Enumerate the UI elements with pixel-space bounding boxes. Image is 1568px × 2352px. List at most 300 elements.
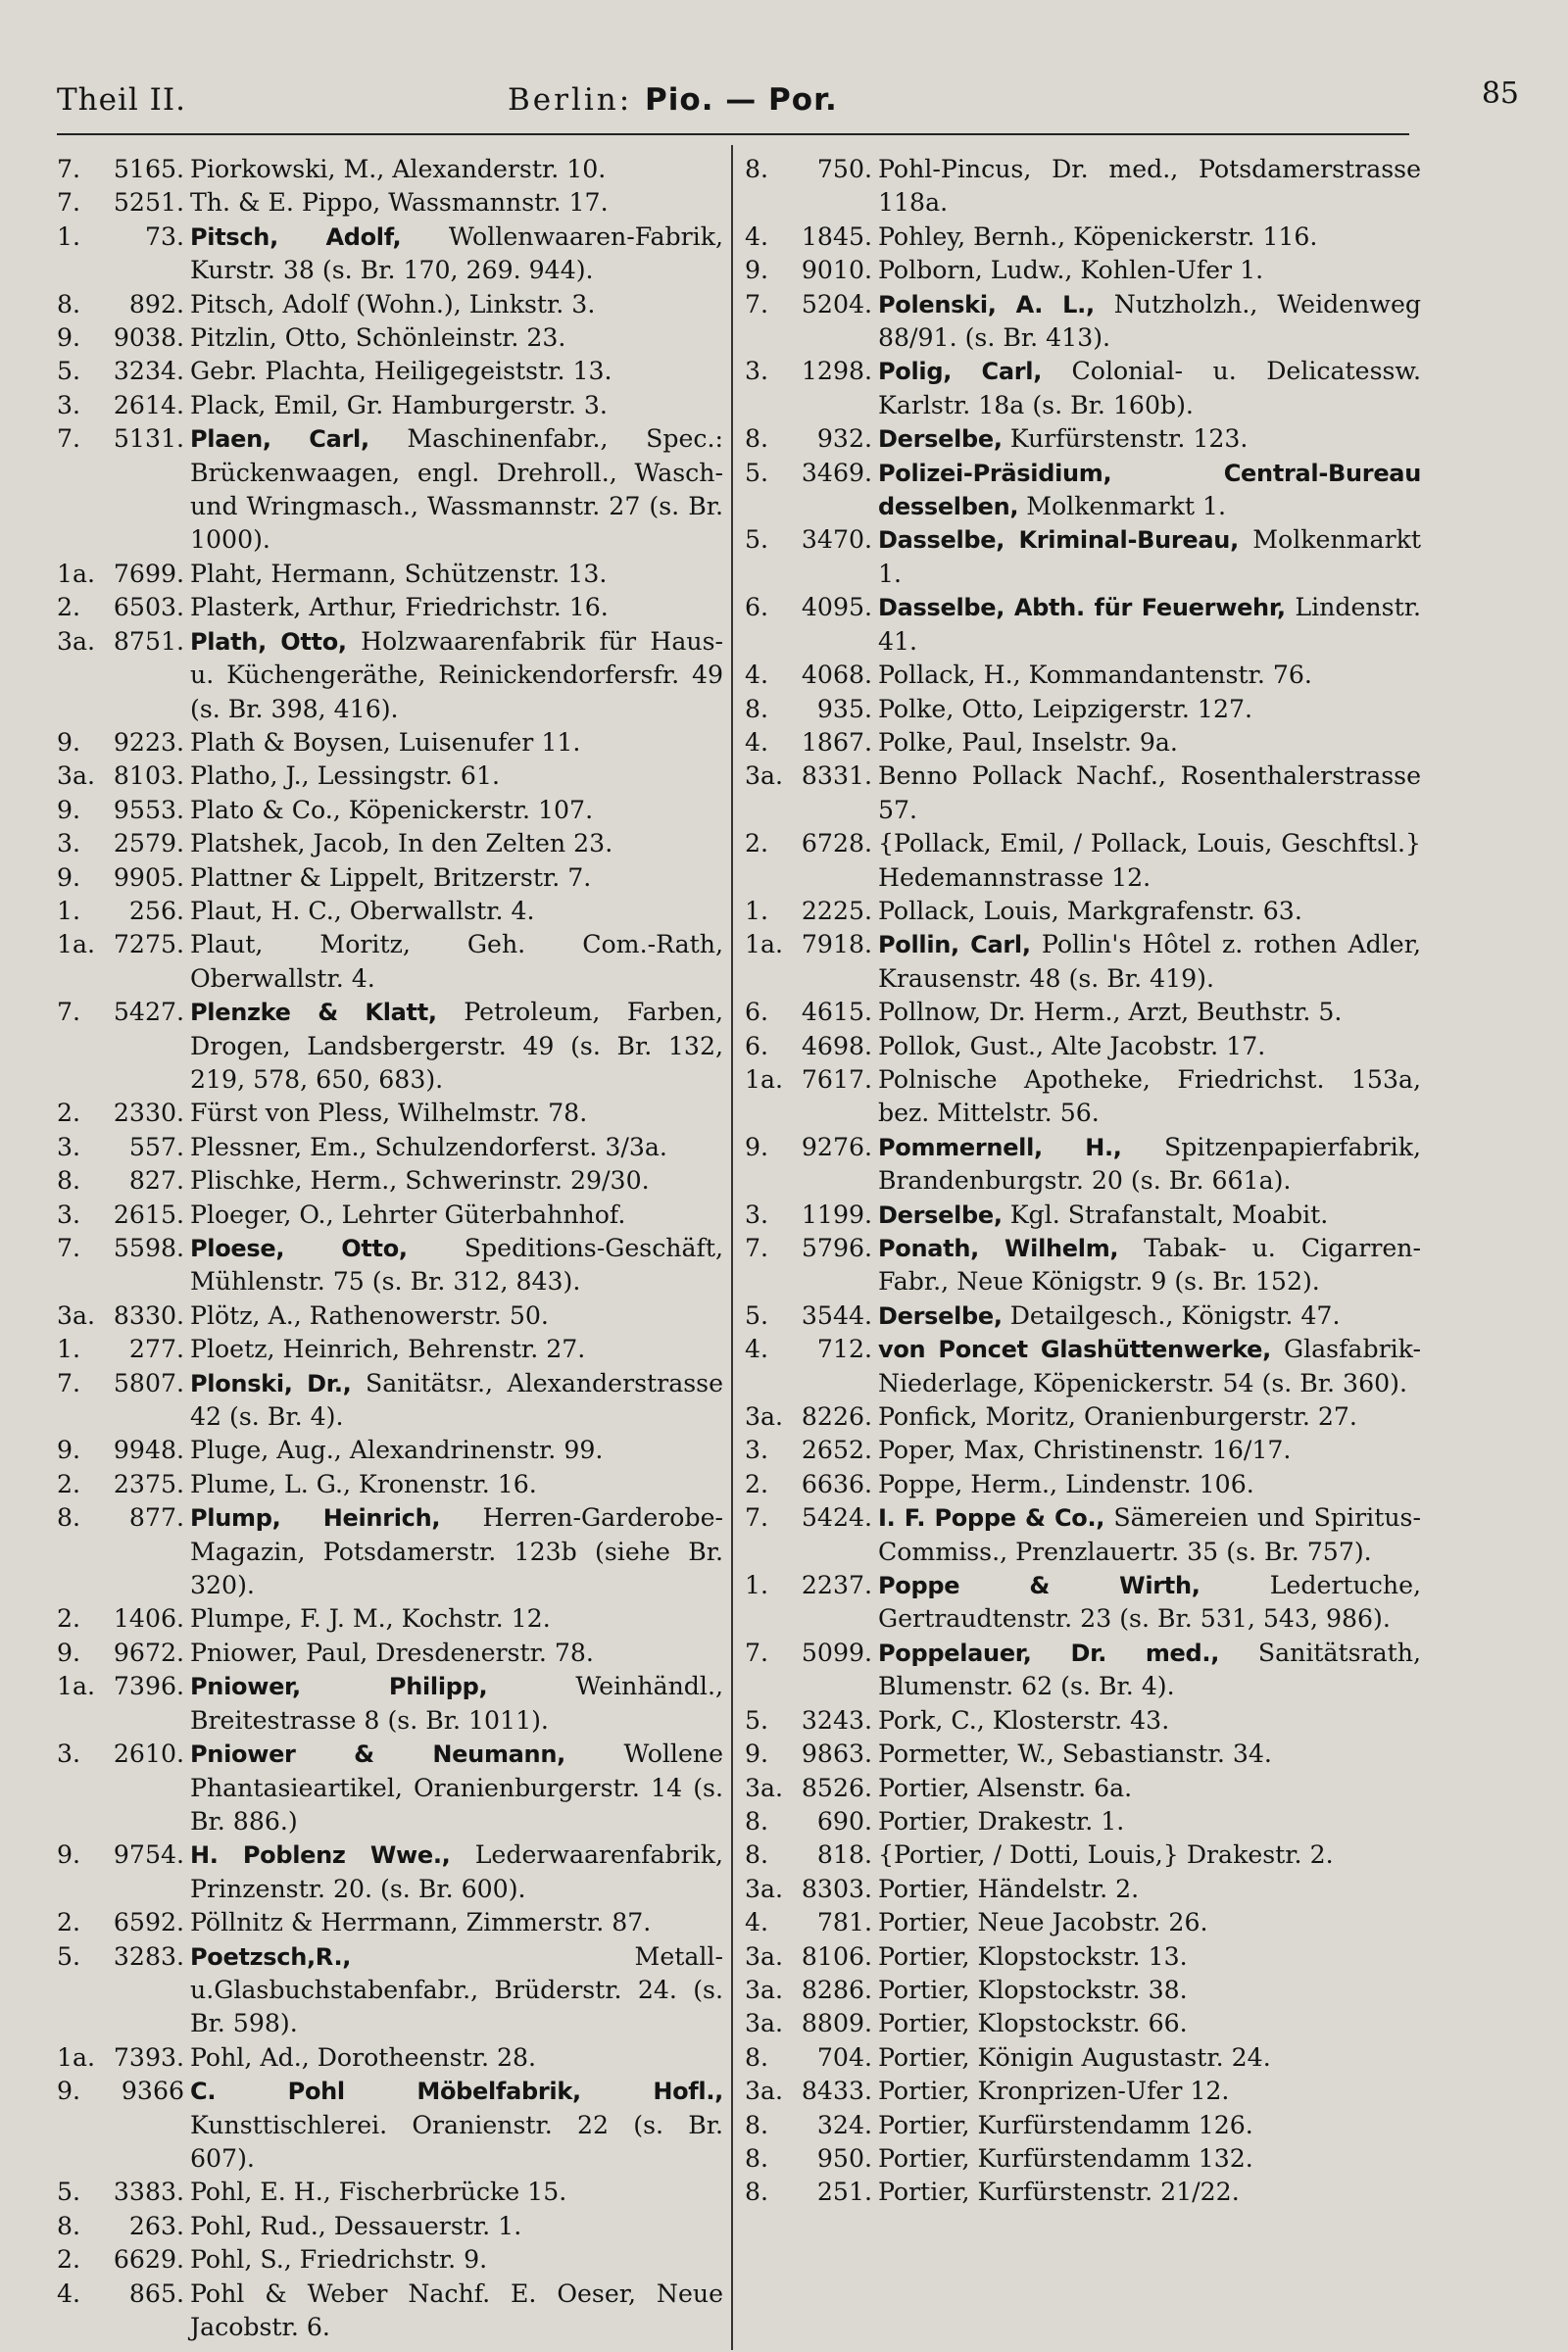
phone-number: 4068. [801,661,872,690]
phone-number: 5251. [113,188,184,218]
exchange-district: 4. [57,2278,81,2308]
entry-text: Benno Pollack Nachf., Rosenthalerstrasse 57. [878,761,1421,824]
directory-entry [745,1873,1421,1906]
entry-text: Pork, C., Klosterstr. 43. [878,1705,1170,1735]
directory-entry [745,760,1421,827]
exchange-district: 9. [57,1436,81,1465]
entry-text: Plaht, Hermann, Schützenstr. 13. [190,559,608,588]
entry-text: Wollenwaaren-Fabrik, Kurstr. 38 (s. Br. 170, 269. 944). [190,221,723,285]
phone-number: 9366 [121,2077,184,2106]
exchange-district: 3. [745,1436,769,1465]
entry-text: Pohl, Ad., Dorotheenstr. 28. [190,2042,537,2072]
directory-entry [57,1434,723,1467]
entry-text: Portier, Kurfürstendamm 132. [878,2143,1253,2173]
phone-number: 8226. [801,1402,872,1432]
entry-text: Plack, Emil, Gr. Hamburgerstr. 3. [190,390,608,419]
phone-number: 557. [128,1132,184,1161]
phone-number: 6503. [113,593,184,622]
entry-text: Portier, Klopstockstr. 66. [878,2009,1188,2038]
exchange-district: 3a. [745,1773,784,1802]
exchange-district: 3. [57,1132,81,1161]
entry-text: Pniower, Paul, Dresdenerstr. 78. [190,1638,594,1667]
exchange-district: 1. [745,896,769,925]
exchange-district: 7. [57,188,81,218]
exchange-district: 8. [745,155,769,183]
phone-number: 6636. [801,1469,872,1498]
entry-text: Lindenstr. 41. [878,593,1421,656]
entry-text: Metall-u.Glasbuchstabenfabr., Brüderstr. 24. (s. Br. 598). [190,1941,723,2038]
bold-name: H. Poblenz Wwe., [190,1841,451,1870]
entry-text: Portier, Kurfürstenstr. 21/22. [878,2178,1240,2207]
exchange-district: 7. [745,1503,769,1533]
exchange-district: 2. [745,1469,769,1498]
directory-entry [745,1906,1421,1939]
directory-entry [745,895,1421,928]
exchange-district: 8. [745,694,769,723]
entry-text: Pollack, H., Kommandantenstr. 76. [878,661,1312,690]
phone-number: 9553. [113,795,184,824]
entry-text: Pormetter, W., Sebastianstr. 34. [878,1740,1272,1769]
entry-text: Plischke, Herm., Schwerinstr. 29/30. [190,1166,650,1196]
phone-number: 4095. [801,593,872,622]
exchange-district: 7. [745,1638,769,1667]
phone-number: 3544. [801,1300,872,1330]
entry-text: Plato & Co., Köpenickerstr. 107. [190,795,594,824]
directory-entry [57,1738,723,1838]
directory-entry [57,186,723,220]
phone-number: 7699. [113,559,184,588]
exchange-district: 3. [57,390,81,419]
exchange-district: 9. [745,1740,769,1769]
directory-entry [745,1501,1421,1569]
directory-entry [57,1602,723,1636]
right-column [745,153,1421,2210]
phone-number: 3470. [801,525,872,555]
directory-entry [57,827,723,860]
phone-number: 6629. [113,2245,184,2275]
phone-number: 932. [816,424,872,454]
entry-text: Glasfabrik-Niederlage, Köpenickerstr. 54 (s. Br. 360). [878,1335,1421,1397]
volume-label: Theil II. [57,82,187,118]
phone-number: 263. [128,2211,184,2240]
phone-number: 2614. [113,390,184,419]
exchange-district: 5. [57,357,81,386]
directory-entry [745,1569,1421,1637]
entry-text: Portier, Klopstockstr. 38. [878,1975,1188,2004]
exchange-district: 2. [57,1469,81,1498]
exchange-district: 9. [745,1132,769,1161]
phone-number: 5427. [113,998,184,1027]
phone-number: 3243. [801,1705,872,1735]
phone-number: 818. [816,1840,872,1870]
phone-number: 2652. [801,1436,872,1465]
phone-number: 5204. [801,289,872,318]
bold-name: Pniower & Neumann, [190,1740,565,1769]
bold-name: Ploese, Otto, [190,1235,408,1262]
phone-number: 8286. [801,1975,872,2004]
exchange-district: 9. [57,862,81,892]
entry-text: Herren-Garderobe-Magazin, Potsdamerstr. 123b (siehe Br. 320). [190,1503,723,1600]
phone-number: 8751. [113,626,184,656]
running-title [508,82,838,118]
entry-text: Piorkowski, M., Alexanderstr. 10. [190,155,607,183]
entry-text: Pollack, Louis, Markgrafenstr. 63. [878,896,1302,925]
directory-entry [57,1468,723,1501]
entry-text: Molkenmarkt 1. [878,525,1421,588]
entry-text: Pohley, Bernh., Köpenickerstr. 116. [878,221,1318,251]
exchange-district: 8. [745,1806,769,1836]
entry-text: Maschinenfabr., Spec.: Brückenwaagen, engl. Drehroll., Wasch- und Wringmasch., Wassmannstr. 27 (s. Br. 1000). [190,424,723,555]
phone-number: 324. [816,2110,872,2139]
exchange-district: 9. [745,256,769,285]
phone-number: 7396. [113,1672,184,1701]
directory-entry [57,1637,723,1670]
directory-entry [745,1772,1421,1805]
exchange-district: 1a. [57,930,96,959]
entry-text: Kurfürstenstr. 123. [1009,424,1249,454]
directory-entry [57,794,723,827]
entry-text: Molkenmarkt 1. [1026,492,1226,521]
exchange-district: 8. [745,2110,769,2139]
exchange-district: 6. [745,998,769,1027]
entry-text: Plumpe, F. J. M., Kochstr. 12. [190,1604,551,1634]
directory-entry [57,2278,723,2345]
exchange-district: 2. [57,1908,81,1937]
directory-entry [745,1131,1421,1199]
phone-number: 2615. [113,1200,184,1229]
directory-entry [745,996,1421,1029]
phone-number: 7918. [801,930,872,959]
exchange-district: 7. [57,155,81,183]
directory-entry [57,220,723,288]
phone-number: 251. [816,2178,872,2207]
entry-text: Polborn, Ludw., Kohlen-Ufer 1. [878,256,1264,285]
directory-entry [745,1637,1421,1704]
directory-entry [57,1097,723,1130]
exchange-district: 5. [745,1705,769,1735]
bold-name: Polig, Carl, [878,358,1043,386]
exchange-district: 3. [745,357,769,386]
exchange-district: 1a. [745,930,784,959]
entry-text: Portier, Klopstockstr. 13. [878,1941,1188,1971]
directory-entry [745,355,1421,422]
exchange-district: 1. [57,221,81,251]
column-divider [731,145,733,2350]
directory-entry [745,2007,1421,2040]
entry-text: Pollin's Hôtel z. rothen Adler, Krausenstr. 48 (s. Br. 419). [878,930,1421,993]
entry-text: Sämereien und Spiritus-Commiss., Prenzlauertr. 35 (s. Br. 757). [878,1503,1421,1566]
entry-text: Sanitätsrath, Blumenstr. 62 (s. Br. 4). [878,1638,1421,1701]
phone-number: 3469. [801,458,872,487]
exchange-district: 5. [57,2178,81,2207]
directory-entry [57,928,723,996]
phone-number: 704. [816,2042,872,2072]
phone-number: 1298. [801,357,872,386]
entry-text: Wollene Phantasieartikel, Oranienburgerstr. 14 (s. Br. 886.) [190,1740,724,1836]
entry-text: Pohl & Weber Nachf. E. Oeser, Neue Jacobstr. 6. [190,2278,723,2341]
entry-text: Pitsch, Adolf (Wohn.), Linkstr. 3. [190,289,596,318]
entry-text: Pohl, S., Friedrichstr. 9. [190,2245,488,2275]
directory-entry [745,1468,1421,1501]
directory-entry [57,996,723,1097]
exchange-district: 3a. [57,626,96,656]
bold-name: Pollin, Carl, [878,931,1031,959]
entry-text: Pitzlin, Otto, Schönleinstr. 23. [190,323,566,353]
phone-number: 7275. [113,930,184,959]
exchange-district: 3a. [745,2009,784,2038]
entry-text: Plaut, Moritz, Geh. Com.-Rath, Oberwallstr. 4. [190,930,723,993]
exchange-district: 1. [57,896,81,925]
exchange-district: 4. [745,221,769,251]
entry-text: Polke, Otto, Leipzigerstr. 127. [878,694,1253,723]
bold-name: Derselbe, [878,1301,1003,1330]
directory-entry [745,220,1421,254]
entry-text: Kunsttischlerei. Oranienstr. 22 (s. Br. 607). [190,2110,723,2173]
phone-number: 1406. [113,1604,184,1634]
phone-number: 5165. [113,155,184,183]
directory-entry [745,827,1421,895]
header-rule [57,133,1409,135]
directory-entry [57,1299,723,1333]
exchange-district: 8. [745,2178,769,2207]
directory-entry [57,895,723,928]
phone-number: 73. [144,221,184,251]
directory-entry [57,1199,723,1232]
entry-text: Pollnow, Dr. Herm., Arzt, Beuthstr. 5. [878,998,1343,1027]
exchange-district: 7. [57,1368,81,1397]
directory-entry [57,625,723,726]
entry-text: {Pollack, Emil, / Pollack, Louis, Geschftsl.} Hedemannstrasse 12. [878,829,1421,892]
bold-name: Poppe & Wirth, [878,1572,1200,1600]
phone-number: 8303. [801,1874,872,1903]
phone-number: 8106. [801,1941,872,1971]
bold-name: Plath, Otto, [190,627,347,656]
phone-number: 9948. [113,1436,184,1465]
entry-text: Plessner, Em., Schulzendorferst. 3/3a. [190,1132,667,1161]
phone-number: 1199. [801,1200,872,1229]
page-number: 85 [1481,76,1519,111]
entry-text: Platshek, Jacob, In den Zelten 23. [190,829,613,858]
phone-number: 3234. [113,357,184,386]
phone-number: 256. [128,896,184,925]
phone-number: 750. [816,155,872,183]
phone-number: 9863. [801,1740,872,1769]
exchange-district: 5. [745,525,769,555]
exchange-district: 2. [57,1099,81,1128]
phone-number: 9672. [113,1638,184,1667]
directory-entry [745,153,1421,220]
entry-text: Plaut, H. C., Oberwallstr. 4. [190,896,535,925]
exchange-district: 8. [745,1840,769,1870]
exchange-district: 8. [745,2042,769,2072]
left-column [57,153,723,2344]
directory-entry [745,1704,1421,1738]
bold-name: Plump, Heinrich, [190,1504,441,1533]
bold-name: Poppelauer, Dr. med., [878,1639,1220,1667]
entry-text: Fürst von Pless, Wilhelmstr. 78. [190,1099,588,1128]
directory-entry [57,321,723,355]
directory-entry [745,2109,1421,2142]
entry-text: Ploetz, Heinrich, Behrenstr. 27. [190,1335,586,1364]
phone-number: 9038. [113,323,184,353]
exchange-district: 9. [57,1840,81,1870]
entry-text: Pluge, Aug., Alexandrinenstr. 99. [190,1436,604,1465]
exchange-district: 6. [745,1031,769,1060]
phone-number: 3383. [113,2178,184,2207]
exchange-district: 8. [57,2211,81,2240]
entry-text: Detailgesch., Königstr. 47. [1009,1300,1341,1330]
directory-entry [57,591,723,624]
bold-name: Polizei-Präsidium, Central-Bureau desselben, [878,459,1421,521]
directory-entry [57,1670,723,1738]
phone-number: 892. [128,289,184,318]
exchange-district: 4. [745,1908,769,1937]
exchange-district: 1a. [57,1672,96,1701]
directory-entry [57,1164,723,1198]
entry-text: Speditions-Geschäft, Mühlenstr. 75 (s. Br. 312, 843). [190,1234,723,1297]
exchange-district: 8. [745,2143,769,2173]
entry-text: Sanitätsr., Alexanderstrasse 42 (s. Br. 4). [190,1368,723,1432]
exchange-district: 2. [57,1604,81,1634]
phone-number: 950. [816,2143,872,2173]
directory-entry [57,1906,723,1939]
entry-text: Pohl, E. H., Fischerbrücke 15. [190,2178,567,2207]
exchange-district: 3. [57,1200,81,1229]
running-title-range: Pio. — Por. [645,82,838,118]
entry-text: Plötz, A., Rathenowerstr. 50. [190,1300,549,1330]
entry-text: Portier, Händelstr. 2. [878,1874,1140,1903]
exchange-district: 3a. [57,761,96,791]
directory-entry [745,1434,1421,1467]
phone-number: 2225. [801,896,872,925]
exchange-district: 4. [745,727,769,757]
exchange-district: 3a. [745,2077,784,2106]
phone-number: 9223. [113,727,184,757]
phone-number: 8103. [113,761,184,791]
exchange-district: 7. [57,424,81,454]
entry-text: Portier, Neue Jacobstr. 26. [878,1908,1208,1937]
exchange-district: 8. [57,289,81,318]
directory-entry [745,2041,1421,2075]
directory-entry [745,2176,1421,2209]
exchange-district: 9. [57,795,81,824]
exchange-district: 3. [745,1200,769,1229]
entry-text: Polke, Paul, Inselstr. 9a. [878,727,1178,757]
directory-entry [57,153,723,186]
exchange-district: 9. [57,1638,81,1667]
bold-name: I. F. Poppe & Co., [878,1504,1105,1533]
directory-entry [745,1400,1421,1434]
directory-entry [745,288,1421,356]
exchange-district: 5. [745,458,769,487]
directory-entry [745,1333,1421,1400]
bold-name: Plaen, Carl, [190,425,369,454]
exchange-district: 2. [57,2245,81,2275]
directory-entry [57,760,723,793]
phone-number: 2330. [113,1099,184,1128]
directory-entry [745,1232,1421,1299]
directory-entry [745,591,1421,659]
bold-name: Derselbe, [878,1200,1003,1229]
entry-text: Portier, Königin Augustastr. 24. [878,2042,1271,2072]
exchange-district: 1a. [745,1064,784,1094]
phone-number: 2610. [113,1740,184,1769]
entry-text: Portier, Kurfürstendamm 126. [878,2110,1253,2139]
entry-text: Pöllnitz & Herrmann, Zimmerstr. 87. [190,1908,652,1937]
bold-name: Ponath, Wilhelm, [878,1235,1119,1262]
exchange-district: 7. [57,1234,81,1262]
phone-number: 5598. [113,1234,184,1262]
exchange-district: 7. [745,289,769,318]
phone-number: 827. [128,1166,184,1196]
phone-number: 877. [128,1503,184,1533]
phone-number: 9754. [113,1840,184,1870]
bold-name: Pommernell, H., [878,1133,1122,1161]
phone-number: 5131. [113,424,184,454]
phone-number: 3283. [113,1941,184,1971]
entry-text: Colonial- u. Delicatessw. Karlstr. 18a (s. Br. 160b). [878,357,1422,419]
exchange-district: 2. [745,829,769,858]
directory-entry [745,1805,1421,1838]
directory-entry [745,523,1421,591]
bold-name: Pniower, Philipp, [190,1673,488,1701]
exchange-district: 3. [57,829,81,858]
phone-number: 7393. [113,2042,184,2072]
exchange-district: 1. [745,1571,769,1600]
phone-number: 1845. [801,221,872,251]
directory-entry [57,1940,723,2041]
entry-text: Pohl, Rud., Dessauerstr. 1. [190,2211,522,2240]
phone-number: 6728. [801,829,872,858]
entry-text: Portier, Drakestr. 1. [878,1806,1125,1836]
directory-entry [745,2142,1421,2176]
phone-number: 865. [128,2278,184,2308]
running-title-city: Berlin: [508,82,646,118]
directory-entry [745,422,1421,456]
exchange-district: 2. [57,593,81,622]
directory-entry [745,659,1421,692]
directory-entry [57,288,723,321]
exchange-district: 5. [57,1941,81,1971]
exchange-district: 7. [57,998,81,1027]
entry-text: Polnische Apotheke, Friedrichst. 153a, bez. Mittelstr. 56. [878,1064,1421,1128]
entry-text: Holzwaarenfabrik für Haus- u. Küchengeräthe, Reinickendorfersfr. 49 (s. Br. 398, 416). [190,626,724,723]
directory-entry [57,2176,723,2209]
phone-number: 8809. [801,2009,872,2038]
phone-number: 781. [816,1908,872,1937]
directory-entry [57,1501,723,1602]
exchange-district: 1a. [57,559,96,588]
exchange-district: 1. [57,1335,81,1364]
exchange-district: 8. [57,1166,81,1196]
directory-entry [745,1738,1421,1771]
phone-number: 6592. [113,1908,184,1937]
entry-text: Gebr. Plachta, Heiligegeiststr. 13. [190,357,612,386]
directory-entry [745,1063,1421,1131]
phone-number: 9010. [801,256,872,285]
exchange-district: 3a. [745,761,784,791]
directory-entry [745,254,1421,287]
entry-text: Portier, Alsenstr. 6a. [878,1773,1133,1802]
phone-number: 690. [816,1806,872,1836]
bold-name: von Poncet Glashüttenwerke, [878,1336,1271,1364]
bold-name: Derselbe, [878,425,1003,454]
directory-entry [57,2243,723,2277]
entry-text: Poppe, Herm., Lindenstr. 106. [878,1469,1254,1498]
entry-text: Poper, Max, Christinenstr. 16/17. [878,1436,1292,1465]
phone-number: 9905. [113,862,184,892]
directory-entry [57,1131,723,1164]
